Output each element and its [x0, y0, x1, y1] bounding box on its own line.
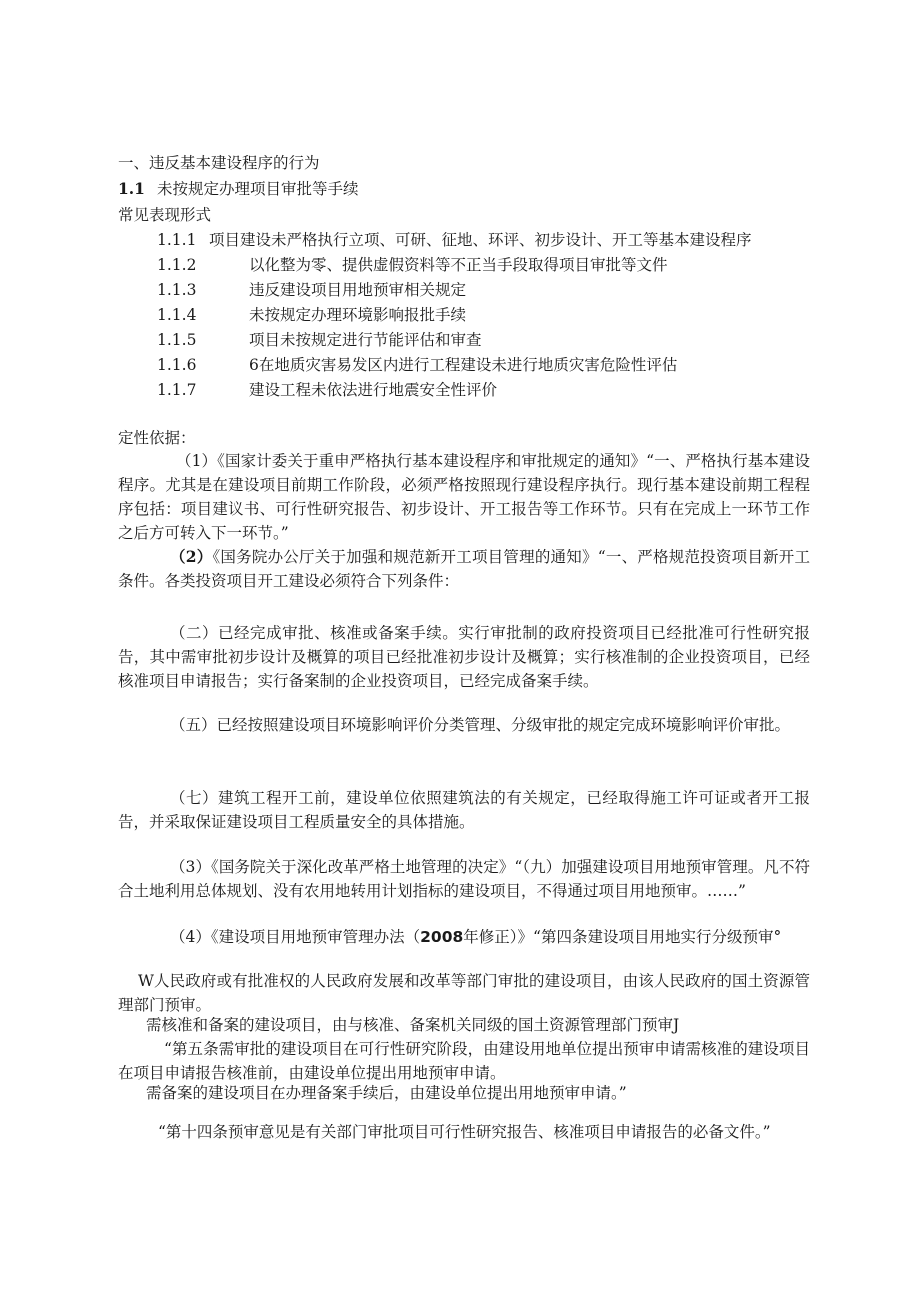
section-heading: 一、违反基本建设程序的行为 — [118, 154, 320, 172]
list-item-number: 1.1.5 — [157, 331, 197, 349]
list-item-number: 1.1.6 — [157, 356, 197, 374]
list-item-number: 1.1.7 — [157, 381, 197, 399]
basis-paragraph-1: （1）《国家计委关于重申严格执行基本建设程序和审批规定的通知》“一、严格执行基本建设程序。尤其是在建设项目前期工作阶段，必须严格按照现行建设程序执行。现行基本建设前期工程程序包括：项目建议书、可行性研究报告、初步设计、开工报告等工作环节。只有在完成上一环节工作之后方可转入下一环节。” — [118, 452, 810, 542]
basis-paragraph-11: 需备案的建设项目在办理备案手续后，由建设单位提出用地预审申请。” — [146, 1084, 627, 1102]
basis-paragraph-9: 需核准和备案的建设项目，由与核准、备案机关同级的国土资源管理部门预审J — [146, 1016, 680, 1034]
paragraph-text-rest: 年修正）》“第四条建设项目用地实行分级预审° — [463, 928, 782, 946]
basis-paragraph-7 — [118, 925, 810, 949]
list-item-number: 1.1.2 — [157, 256, 197, 274]
basis-paragraph-5: （七）建筑工程开工前，建设单位依照建筑法的有关规定，已经取得施工许可证或者开工报告，并采取保证建设项目工程质量安全的具体措施。 — [118, 789, 810, 831]
basis-paragraph-2 — [118, 545, 810, 593]
list-item-text: 6在地质灾害易发区内进行工程建设未进行地质灾害危险性评估 — [249, 356, 678, 374]
list-item-text: 建设工程未依法进行地震安全性评价 — [249, 381, 498, 399]
list-item-text: 项目建设未严格执行立项、可研、征地、环评、初步设计、开工等基本建设程序 — [209, 231, 752, 249]
subsection-text: 未按规定办理项目审批等手续 — [156, 180, 359, 198]
basis-paragraph-12: “第十四条预审意见是有关部门审批项目可行性研究报告、核准项目申请报告的必备文件。” — [158, 1123, 771, 1141]
list-item-number: 1.1.4 — [157, 306, 197, 324]
paragraph-text: 《国务院办公厅关于加强和规范新开工项目管理的通知》“一、严格规范投资项目新开工条件。各类投资项目开工建设必须符合下列条件： — [118, 548, 810, 590]
basis-label: 定性依据： — [118, 429, 196, 447]
paragraph-text-prefix: （4）《建设项目用地预审管理办法（ — [170, 928, 421, 946]
basis-paragraph-3: （二）已经完成审批、核准或备案手续。实行审批制的政府投资项目已经批准可行性研究报告，其中需审批初步设计及概算的项目已经批准初步设计及概算；实行核准制的企业投资项目，已经核准项目申请报告；实行备案制的企业投资项目，已经完成备案手续。 — [118, 624, 810, 690]
paragraph-year: 2008 — [420, 928, 464, 946]
basis-paragraph-6: （3）《国务院关于深化改革严格土地管理的决定》“（九）加强建设项目用地预审管理。凡不符合土地利用总体规划、没有农用地转用计划指标的建设项目，不得通过项目用地预审。……” — [118, 858, 810, 900]
basis-paragraph-4: （五）已经按照建设项目环境影响评价分类管理、分级审批的规定完成环境影响评价审批。 — [170, 716, 791, 734]
basis-paragraph-10: “第五条需审批的建设项目在可行性研究阶段，由建设用地单位提出预审申请需核准的建设项目在项目申请报告核准前，由建设单位提出用地预审申请。 — [118, 1040, 810, 1082]
paragraph-marker: （2） — [170, 547, 213, 566]
subsection-number: 1.1 — [118, 179, 145, 198]
list-item-number: 1.1.1 — [157, 231, 197, 249]
list-item-text: 项目未按规定进行节能评估和审查 — [249, 331, 482, 349]
list-item-number: 1.1.3 — [157, 281, 197, 299]
list-item-text: 违反建设项目用地预审相关规定 — [249, 281, 467, 299]
list-item-text: 以化整为零、提供虚假资料等不正当手段取得项目审批等文件 — [249, 256, 668, 274]
basis-paragraph-8: W人民政府或有批准权的人民政府发展和改革等部门审批的建设项目，由该人民政府的国土资源管理部门预审。 — [118, 972, 810, 1014]
list-item-text: 未按规定办理环境影响报批手续 — [249, 306, 467, 324]
forms-label: 常见表现形式 — [118, 206, 212, 224]
subsection-title — [118, 179, 358, 199]
